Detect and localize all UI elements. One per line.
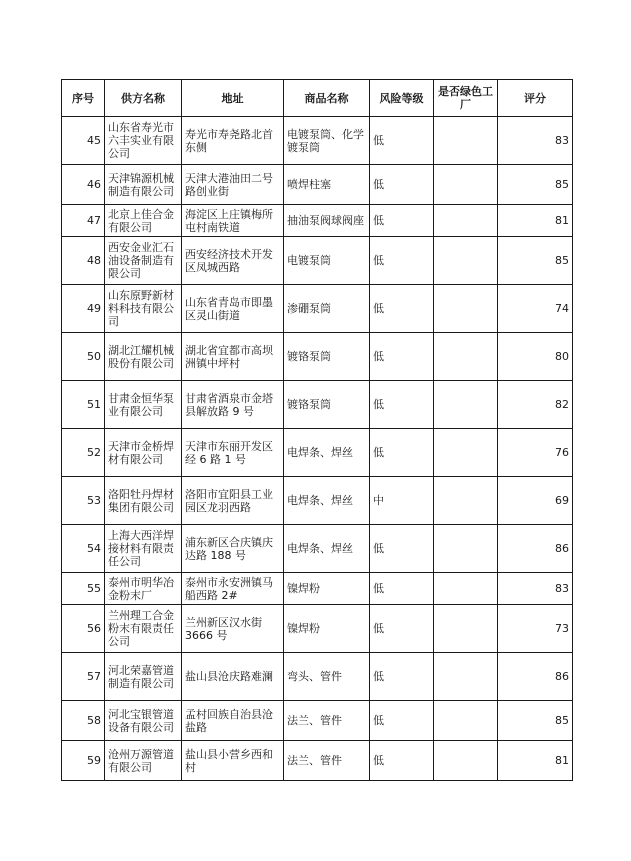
cell-supplier-name: 泰州市明华冶金粉末厂	[105, 573, 182, 605]
cell-address: 浦东新区合庆镇庆达路 188 号	[182, 525, 284, 573]
cell-product-name: 镀铬泵筒	[284, 381, 370, 429]
cell-seq: 48	[62, 237, 105, 285]
table-row	[62, 741, 573, 781]
cell-product-name: 镍焊粉	[284, 605, 370, 653]
table-row	[62, 701, 573, 741]
cell-risk-level: 低	[370, 605, 434, 653]
cell-address: 孟村回族自治县沧盐路	[182, 701, 284, 741]
cell-seq: 53	[62, 477, 105, 525]
cell-green-factory	[434, 333, 498, 381]
cell-score: 73	[498, 605, 573, 653]
cell-address: 洛阳市宜阳县工业园区龙羽西路	[182, 477, 284, 525]
cell-green-factory	[434, 477, 498, 525]
cell-supplier-name: 沧州万源管道有限公司	[105, 741, 182, 781]
cell-risk-level: 低	[370, 117, 434, 165]
cell-green-factory	[434, 653, 498, 701]
cell-risk-level: 低	[370, 285, 434, 333]
cell-green-factory	[434, 741, 498, 781]
cell-green-factory	[434, 701, 498, 741]
header-supplier: 供方名称	[105, 80, 182, 117]
table-row	[62, 237, 573, 285]
cell-green-factory	[434, 381, 498, 429]
cell-score: 82	[498, 381, 573, 429]
cell-risk-level: 低	[370, 381, 434, 429]
cell-product-name: 抽油泵阀球阀座	[284, 205, 370, 237]
cell-score: 74	[498, 285, 573, 333]
cell-risk-level: 低	[370, 237, 434, 285]
cell-product-name: 电镀泵筒、化学镀泵筒	[284, 117, 370, 165]
cell-score: 83	[498, 117, 573, 165]
cell-seq: 51	[62, 381, 105, 429]
cell-green-factory	[434, 205, 498, 237]
cell-seq: 57	[62, 653, 105, 701]
cell-address: 湖北省宜都市高坝洲镇中坪村	[182, 333, 284, 381]
cell-address: 盐山县沧庆路难澜	[182, 653, 284, 701]
cell-product-name: 喷焊柱塞	[284, 165, 370, 205]
cell-score: 86	[498, 653, 573, 701]
header-score: 评分	[498, 80, 573, 117]
cell-seq: 45	[62, 117, 105, 165]
cell-product-name: 电镀泵筒	[284, 237, 370, 285]
supplier-table	[61, 79, 573, 781]
cell-seq: 58	[62, 701, 105, 741]
cell-score: 81	[498, 741, 573, 781]
table-row	[62, 573, 573, 605]
table-row	[62, 429, 573, 477]
cell-score: 83	[498, 573, 573, 605]
cell-seq: 52	[62, 429, 105, 477]
cell-address: 甘肃省酒泉市金塔县解放路 9 号	[182, 381, 284, 429]
cell-address: 海淀区上庄镇梅所屯村南铁道	[182, 205, 284, 237]
cell-seq: 47	[62, 205, 105, 237]
table-row	[62, 525, 573, 573]
cell-score: 81	[498, 205, 573, 237]
cell-supplier-name: 天津锦源机械制造有限公司	[105, 165, 182, 205]
cell-product-name: 弯头、管件	[284, 653, 370, 701]
table-row	[62, 653, 573, 701]
cell-risk-level: 低	[370, 573, 434, 605]
cell-supplier-name: 兰州理工合金粉末有限责任公司	[105, 605, 182, 653]
cell-green-factory	[434, 525, 498, 573]
cell-score: 85	[498, 701, 573, 741]
cell-risk-level: 低	[370, 205, 434, 237]
cell-seq: 55	[62, 573, 105, 605]
cell-product-name: 镍焊粉	[284, 573, 370, 605]
cell-risk-level: 低	[370, 653, 434, 701]
cell-score: 85	[498, 237, 573, 285]
cell-supplier-name: 河北宝银管道设备有限公司	[105, 701, 182, 741]
cell-supplier-name: 上海大西洋焊接材料有限责任公司	[105, 525, 182, 573]
cell-address: 盐山县小营乡西和村	[182, 741, 284, 781]
table-row	[62, 333, 573, 381]
cell-score: 86	[498, 525, 573, 573]
cell-supplier-name: 北京上佳合金有限公司	[105, 205, 182, 237]
cell-risk-level: 低	[370, 333, 434, 381]
cell-green-factory	[434, 429, 498, 477]
table-row	[62, 477, 573, 525]
cell-green-factory	[434, 117, 498, 165]
cell-product-name: 镀铬泵筒	[284, 333, 370, 381]
cell-address: 兰州新区汉水街 3666 号	[182, 605, 284, 653]
cell-risk-level: 中	[370, 477, 434, 525]
table-row	[62, 117, 573, 165]
cell-product-name: 电焊条、焊丝	[284, 429, 370, 477]
cell-product-name: 电焊条、焊丝	[284, 525, 370, 573]
cell-supplier-name: 洛阳牡丹焊材集团有限公司	[105, 477, 182, 525]
cell-supplier-name: 湖北江耀机械股份有限公司	[105, 333, 182, 381]
header-green-factory: 是否绿色工厂	[434, 80, 498, 117]
header-seq: 序号	[62, 80, 105, 117]
cell-product-name: 渗硼泵筒	[284, 285, 370, 333]
header-address: 地址	[182, 80, 284, 117]
header-risk: 风险等级	[370, 80, 434, 117]
cell-address: 天津大港油田二号路创业街	[182, 165, 284, 205]
cell-score: 76	[498, 429, 573, 477]
cell-seq: 56	[62, 605, 105, 653]
cell-address: 天津市东丽开发区经 6 路 1 号	[182, 429, 284, 477]
cell-product-name: 电焊条、焊丝	[284, 477, 370, 525]
cell-score: 85	[498, 165, 573, 205]
cell-address: 寿光市寿尧路北首东侧	[182, 117, 284, 165]
cell-product-name: 法兰、管件	[284, 741, 370, 781]
cell-supplier-name: 河北荣嘉管道制造有限公司	[105, 653, 182, 701]
cell-risk-level: 低	[370, 525, 434, 573]
table-row	[62, 605, 573, 653]
cell-green-factory	[434, 285, 498, 333]
cell-score: 69	[498, 477, 573, 525]
cell-risk-level: 低	[370, 429, 434, 477]
table-row	[62, 165, 573, 205]
cell-green-factory	[434, 165, 498, 205]
cell-green-factory	[434, 237, 498, 285]
cell-risk-level: 低	[370, 741, 434, 781]
cell-address: 西安经济技术开发区凤城西路	[182, 237, 284, 285]
cell-green-factory	[434, 605, 498, 653]
cell-seq: 50	[62, 333, 105, 381]
cell-supplier-name: 山东原野新材料科技有限公司	[105, 285, 182, 333]
cell-address: 泰州市永安洲镇马船西路 2#	[182, 573, 284, 605]
table-body	[62, 117, 573, 781]
cell-supplier-name: 西安金业汇石油设备制造有限公司	[105, 237, 182, 285]
header-product: 商品名称	[284, 80, 370, 117]
table-header-row	[62, 80, 573, 117]
cell-risk-level: 低	[370, 165, 434, 205]
cell-seq: 46	[62, 165, 105, 205]
cell-supplier-name: 天津市金桥焊材有限公司	[105, 429, 182, 477]
cell-supplier-name: 山东省寿光市六丰实业有限公司	[105, 117, 182, 165]
table-row	[62, 285, 573, 333]
cell-score: 80	[498, 333, 573, 381]
cell-seq: 49	[62, 285, 105, 333]
cell-risk-level: 低	[370, 701, 434, 741]
cell-supplier-name: 甘肃金恒华泵业有限公司	[105, 381, 182, 429]
cell-address: 山东省青岛市即墨区灵山街道	[182, 285, 284, 333]
cell-product-name: 法兰、管件	[284, 701, 370, 741]
cell-seq: 54	[62, 525, 105, 573]
cell-green-factory	[434, 573, 498, 605]
table-row	[62, 205, 573, 237]
cell-seq: 59	[62, 741, 105, 781]
table-row	[62, 381, 573, 429]
